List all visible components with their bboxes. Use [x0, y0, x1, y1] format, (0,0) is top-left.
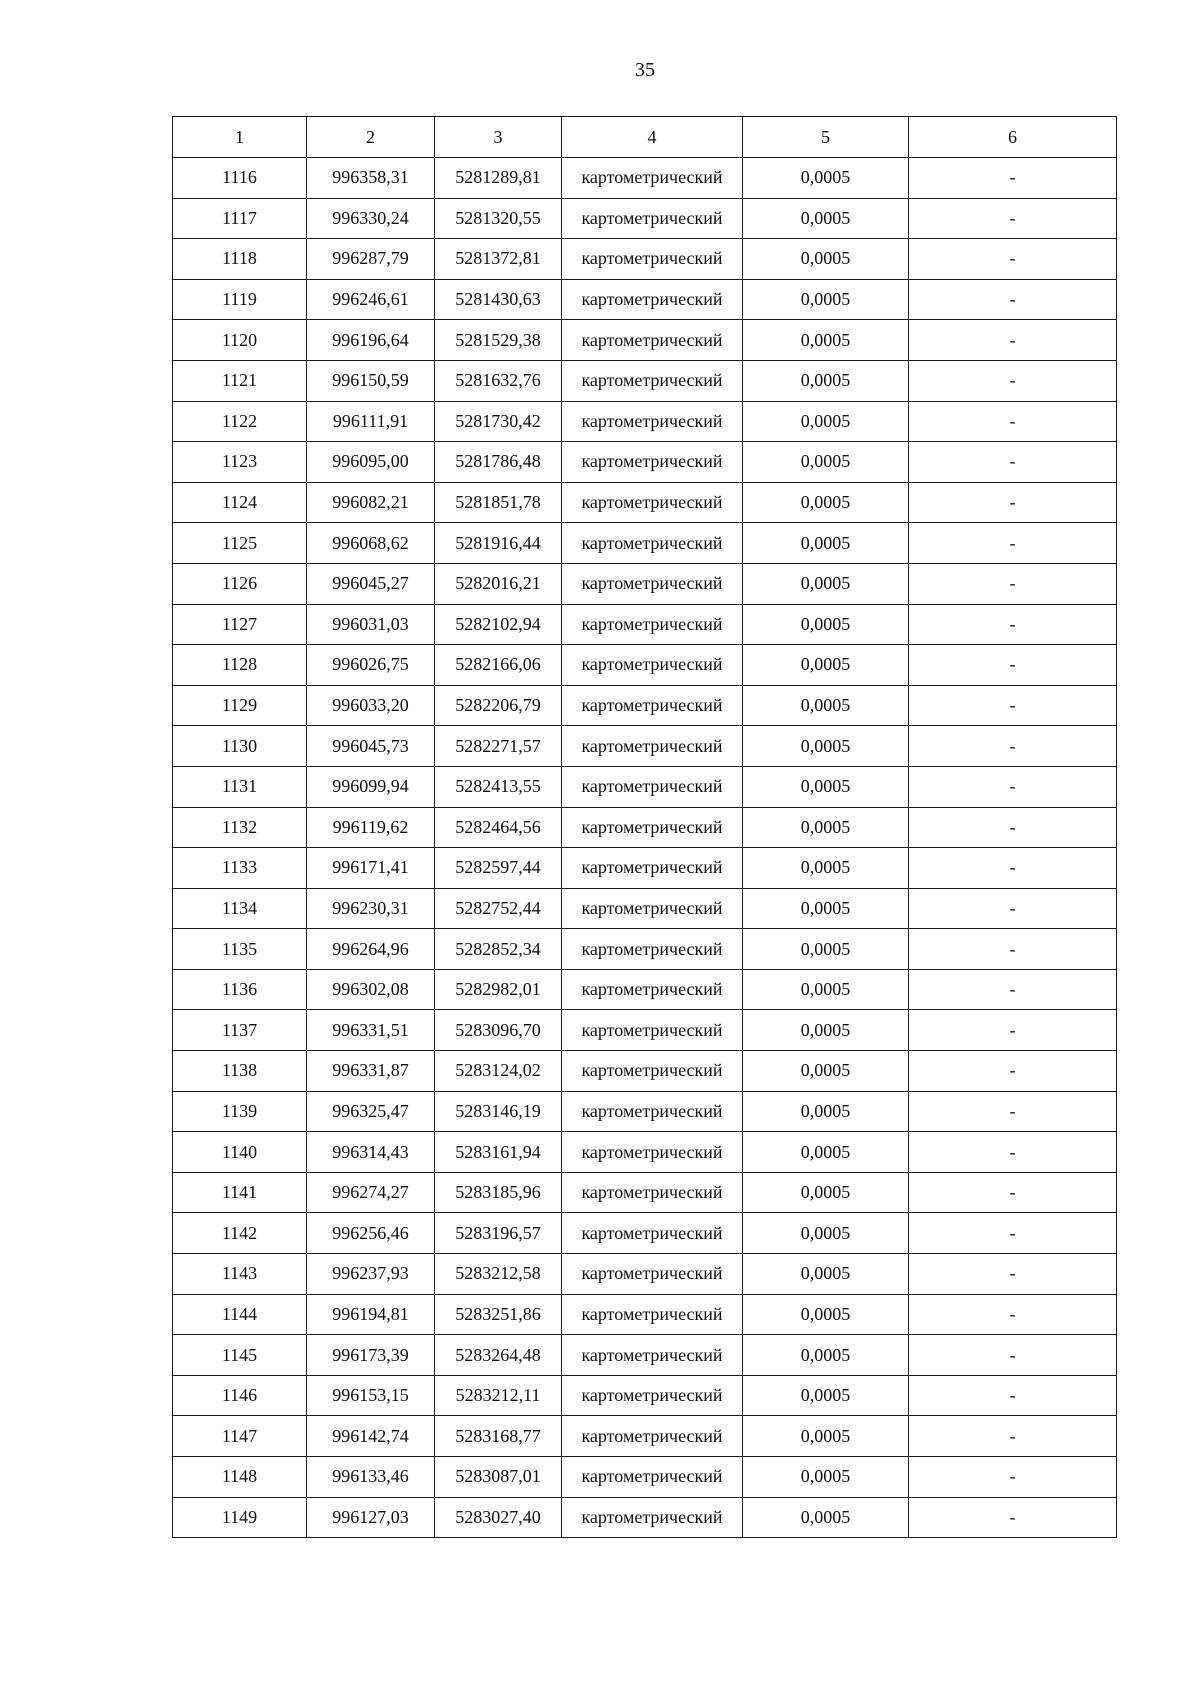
accuracy-cell: 0,0005: [743, 1335, 909, 1376]
y-coordinate-cell: 5283161,94: [435, 1132, 562, 1173]
x-coordinate-cell: 996045,73: [307, 726, 435, 767]
table-row: [173, 1254, 1117, 1295]
y-coordinate-cell: 5283196,57: [435, 1213, 562, 1254]
table-row: [173, 969, 1117, 1010]
x-coordinate-cell: 996045,27: [307, 563, 435, 604]
method-cell: картометрический: [562, 239, 743, 280]
table-body: [173, 158, 1117, 1538]
x-coordinate-cell: 996171,41: [307, 848, 435, 889]
table-row: [173, 645, 1117, 686]
y-coordinate-cell: 5281529,38: [435, 320, 562, 361]
table-row: [173, 726, 1117, 767]
table-row: [173, 401, 1117, 442]
table-row: [173, 1172, 1117, 1213]
note-cell: -: [909, 442, 1117, 483]
accuracy-cell: 0,0005: [743, 969, 909, 1010]
method-cell: картометрический: [562, 1172, 743, 1213]
table-row: [173, 1091, 1117, 1132]
table-row: [173, 158, 1117, 199]
table-row: [173, 239, 1117, 280]
y-coordinate-cell: 5281851,78: [435, 482, 562, 523]
y-coordinate-cell: 5283212,11: [435, 1375, 562, 1416]
x-coordinate-cell: 996196,64: [307, 320, 435, 361]
method-cell: картометрический: [562, 848, 743, 889]
point-number-cell: 1143: [173, 1254, 307, 1295]
note-cell: -: [909, 969, 1117, 1010]
accuracy-cell: 0,0005: [743, 1213, 909, 1254]
x-coordinate-cell: 996119,62: [307, 807, 435, 848]
y-coordinate-cell: 5282413,55: [435, 766, 562, 807]
table-row: [173, 482, 1117, 523]
note-cell: -: [909, 1497, 1117, 1538]
note-cell: -: [909, 1457, 1117, 1498]
table-row: [173, 360, 1117, 401]
accuracy-cell: 0,0005: [743, 482, 909, 523]
x-coordinate-cell: 996111,91: [307, 401, 435, 442]
y-coordinate-cell: 5283185,96: [435, 1172, 562, 1213]
accuracy-cell: 0,0005: [743, 1091, 909, 1132]
table-row: [173, 1375, 1117, 1416]
y-coordinate-cell: 5283168,77: [435, 1416, 562, 1457]
y-coordinate-cell: 5282852,34: [435, 929, 562, 970]
point-number-cell: 1137: [173, 1010, 307, 1051]
note-cell: -: [909, 401, 1117, 442]
note-cell: -: [909, 158, 1117, 199]
table-row: [173, 1213, 1117, 1254]
note-cell: -: [909, 766, 1117, 807]
accuracy-cell: 0,0005: [743, 1457, 909, 1498]
table-row: [173, 888, 1117, 929]
table-row: [173, 1132, 1117, 1173]
accuracy-cell: 0,0005: [743, 158, 909, 199]
accuracy-cell: 0,0005: [743, 807, 909, 848]
y-coordinate-cell: 5282206,79: [435, 685, 562, 726]
method-cell: картометрический: [562, 401, 743, 442]
x-coordinate-cell: 996302,08: [307, 969, 435, 1010]
y-coordinate-cell: 5283251,86: [435, 1294, 562, 1335]
accuracy-cell: 0,0005: [743, 360, 909, 401]
method-cell: картометрический: [562, 1416, 743, 1457]
note-cell: -: [909, 360, 1117, 401]
y-coordinate-cell: 5281632,76: [435, 360, 562, 401]
x-coordinate-cell: 996325,47: [307, 1091, 435, 1132]
coordinates-table: [172, 116, 1117, 1538]
accuracy-cell: 0,0005: [743, 320, 909, 361]
table-row: [173, 848, 1117, 889]
method-cell: картометрический: [562, 1132, 743, 1173]
point-number-cell: 1146: [173, 1375, 307, 1416]
method-cell: картометрический: [562, 726, 743, 767]
note-cell: -: [909, 482, 1117, 523]
method-cell: картометрический: [562, 442, 743, 483]
x-coordinate-cell: 996026,75: [307, 645, 435, 686]
x-coordinate-cell: 996095,00: [307, 442, 435, 483]
accuracy-cell: 0,0005: [743, 401, 909, 442]
note-cell: -: [909, 1051, 1117, 1092]
point-number-cell: 1141: [173, 1172, 307, 1213]
method-cell: картометрический: [562, 1335, 743, 1376]
point-number-cell: 1133: [173, 848, 307, 889]
note-cell: -: [909, 1375, 1117, 1416]
x-coordinate-cell: 996082,21: [307, 482, 435, 523]
x-coordinate-cell: 996068,62: [307, 523, 435, 564]
point-number-cell: 1147: [173, 1416, 307, 1457]
x-coordinate-cell: 996264,96: [307, 929, 435, 970]
accuracy-cell: 0,0005: [743, 1051, 909, 1092]
point-number-cell: 1124: [173, 482, 307, 523]
point-number-cell: 1131: [173, 766, 307, 807]
point-number-cell: 1122: [173, 401, 307, 442]
note-cell: -: [909, 198, 1117, 239]
accuracy-cell: 0,0005: [743, 848, 909, 889]
point-number-cell: 1144: [173, 1294, 307, 1335]
y-coordinate-cell: 5282752,44: [435, 888, 562, 929]
method-cell: картометрический: [562, 969, 743, 1010]
table-row: [173, 1294, 1117, 1335]
method-cell: картометрический: [562, 1051, 743, 1092]
note-cell: -: [909, 929, 1117, 970]
accuracy-cell: 0,0005: [743, 1172, 909, 1213]
method-cell: картометрический: [562, 158, 743, 199]
note-cell: -: [909, 1335, 1117, 1376]
point-number-cell: 1130: [173, 726, 307, 767]
point-number-cell: 1132: [173, 807, 307, 848]
y-coordinate-cell: 5283146,19: [435, 1091, 562, 1132]
y-coordinate-cell: 5281430,63: [435, 279, 562, 320]
table-row: [173, 1051, 1117, 1092]
method-cell: картометрический: [562, 604, 743, 645]
note-cell: -: [909, 1254, 1117, 1295]
y-coordinate-cell: 5281916,44: [435, 523, 562, 564]
table-row: [173, 198, 1117, 239]
point-number-cell: 1149: [173, 1497, 307, 1538]
x-coordinate-cell: 996033,20: [307, 685, 435, 726]
accuracy-cell: 0,0005: [743, 1132, 909, 1173]
x-coordinate-cell: 996330,24: [307, 198, 435, 239]
method-cell: картометрический: [562, 766, 743, 807]
point-number-cell: 1118: [173, 239, 307, 280]
point-number-cell: 1135: [173, 929, 307, 970]
x-coordinate-cell: 996153,15: [307, 1375, 435, 1416]
note-cell: -: [909, 279, 1117, 320]
method-cell: картометрический: [562, 563, 743, 604]
method-cell: картометрический: [562, 1213, 743, 1254]
accuracy-cell: 0,0005: [743, 685, 909, 726]
x-coordinate-cell: 996127,03: [307, 1497, 435, 1538]
accuracy-cell: 0,0005: [743, 766, 909, 807]
y-coordinate-cell: 5281730,42: [435, 401, 562, 442]
point-number-cell: 1148: [173, 1457, 307, 1498]
table-row: [173, 1497, 1117, 1538]
note-cell: -: [909, 1416, 1117, 1457]
x-coordinate-cell: 996099,94: [307, 766, 435, 807]
point-number-cell: 1134: [173, 888, 307, 929]
method-cell: картометрический: [562, 523, 743, 564]
method-cell: картометрический: [562, 929, 743, 970]
note-cell: -: [909, 1091, 1117, 1132]
method-cell: картометрический: [562, 198, 743, 239]
note-cell: -: [909, 1294, 1117, 1335]
note-cell: -: [909, 888, 1117, 929]
note-cell: -: [909, 685, 1117, 726]
y-coordinate-cell: 5281786,48: [435, 442, 562, 483]
point-number-cell: 1125: [173, 523, 307, 564]
point-number-cell: 1121: [173, 360, 307, 401]
x-coordinate-cell: 996133,46: [307, 1457, 435, 1498]
accuracy-cell: 0,0005: [743, 645, 909, 686]
accuracy-cell: 0,0005: [743, 198, 909, 239]
table-row: [173, 766, 1117, 807]
y-coordinate-cell: 5282982,01: [435, 969, 562, 1010]
x-coordinate-cell: 996331,87: [307, 1051, 435, 1092]
method-cell: картометрический: [562, 1375, 743, 1416]
table-row: [173, 604, 1117, 645]
accuracy-cell: 0,0005: [743, 726, 909, 767]
note-cell: -: [909, 563, 1117, 604]
method-cell: картометрический: [562, 888, 743, 929]
accuracy-cell: 0,0005: [743, 604, 909, 645]
y-coordinate-cell: 5282464,56: [435, 807, 562, 848]
point-number-cell: 1117: [173, 198, 307, 239]
x-coordinate-cell: 996173,39: [307, 1335, 435, 1376]
y-coordinate-cell: 5283027,40: [435, 1497, 562, 1538]
x-coordinate-cell: 996230,31: [307, 888, 435, 929]
y-coordinate-cell: 5281289,81: [435, 158, 562, 199]
header-row: [173, 117, 1117, 158]
column-header: 4: [562, 117, 743, 158]
note-cell: -: [909, 1172, 1117, 1213]
x-coordinate-cell: 996237,93: [307, 1254, 435, 1295]
x-coordinate-cell: 996246,61: [307, 279, 435, 320]
column-header: 2: [307, 117, 435, 158]
table-row: [173, 1457, 1117, 1498]
point-number-cell: 1126: [173, 563, 307, 604]
table-row: [173, 1335, 1117, 1376]
y-coordinate-cell: 5282597,44: [435, 848, 562, 889]
y-coordinate-cell: 5283096,70: [435, 1010, 562, 1051]
table-header: [173, 117, 1117, 158]
x-coordinate-cell: 996031,03: [307, 604, 435, 645]
page-number: 35: [635, 59, 655, 81]
point-number-cell: 1119: [173, 279, 307, 320]
y-coordinate-cell: 5283212,58: [435, 1254, 562, 1295]
point-number-cell: 1128: [173, 645, 307, 686]
point-number-cell: 1139: [173, 1091, 307, 1132]
method-cell: картометрический: [562, 1294, 743, 1335]
column-header: 6: [909, 117, 1117, 158]
note-cell: -: [909, 523, 1117, 564]
accuracy-cell: 0,0005: [743, 1254, 909, 1295]
x-coordinate-cell: 996194,81: [307, 1294, 435, 1335]
method-cell: картометрический: [562, 1091, 743, 1132]
note-cell: -: [909, 1132, 1117, 1173]
column-header: 3: [435, 117, 562, 158]
y-coordinate-cell: 5281372,81: [435, 239, 562, 280]
column-header: 1: [173, 117, 307, 158]
note-cell: -: [909, 726, 1117, 767]
table-row: [173, 320, 1117, 361]
note-cell: -: [909, 1213, 1117, 1254]
note-cell: -: [909, 604, 1117, 645]
y-coordinate-cell: 5282271,57: [435, 726, 562, 767]
point-number-cell: 1136: [173, 969, 307, 1010]
y-coordinate-cell: 5283124,02: [435, 1051, 562, 1092]
point-number-cell: 1127: [173, 604, 307, 645]
table-row: [173, 807, 1117, 848]
x-coordinate-cell: 996274,27: [307, 1172, 435, 1213]
x-coordinate-cell: 996314,43: [307, 1132, 435, 1173]
accuracy-cell: 0,0005: [743, 1010, 909, 1051]
method-cell: картометрический: [562, 807, 743, 848]
method-cell: картометрический: [562, 320, 743, 361]
method-cell: картометрический: [562, 279, 743, 320]
method-cell: картометрический: [562, 1010, 743, 1051]
y-coordinate-cell: 5282102,94: [435, 604, 562, 645]
x-coordinate-cell: 996358,31: [307, 158, 435, 199]
method-cell: картометрический: [562, 360, 743, 401]
method-cell: картометрический: [562, 482, 743, 523]
note-cell: -: [909, 807, 1117, 848]
accuracy-cell: 0,0005: [743, 239, 909, 280]
point-number-cell: 1145: [173, 1335, 307, 1376]
note-cell: -: [909, 848, 1117, 889]
method-cell: картометрический: [562, 1457, 743, 1498]
method-cell: картометрический: [562, 1497, 743, 1538]
x-coordinate-cell: 996331,51: [307, 1010, 435, 1051]
y-coordinate-cell: 5281320,55: [435, 198, 562, 239]
accuracy-cell: 0,0005: [743, 563, 909, 604]
accuracy-cell: 0,0005: [743, 1497, 909, 1538]
method-cell: картометрический: [562, 685, 743, 726]
y-coordinate-cell: 5283087,01: [435, 1457, 562, 1498]
table-row: [173, 929, 1117, 970]
x-coordinate-cell: 996142,74: [307, 1416, 435, 1457]
table-row: [173, 523, 1117, 564]
x-coordinate-cell: 996256,46: [307, 1213, 435, 1254]
note-cell: -: [909, 1010, 1117, 1051]
note-cell: -: [909, 320, 1117, 361]
point-number-cell: 1120: [173, 320, 307, 361]
table-row: [173, 1416, 1117, 1457]
accuracy-cell: 0,0005: [743, 279, 909, 320]
x-coordinate-cell: 996287,79: [307, 239, 435, 280]
method-cell: картометрический: [562, 1254, 743, 1295]
point-number-cell: 1123: [173, 442, 307, 483]
accuracy-cell: 0,0005: [743, 1294, 909, 1335]
point-number-cell: 1129: [173, 685, 307, 726]
accuracy-cell: 0,0005: [743, 442, 909, 483]
method-cell: картометрический: [562, 645, 743, 686]
accuracy-cell: 0,0005: [743, 929, 909, 970]
accuracy-cell: 0,0005: [743, 1416, 909, 1457]
table-row: [173, 442, 1117, 483]
x-coordinate-cell: 996150,59: [307, 360, 435, 401]
accuracy-cell: 0,0005: [743, 1375, 909, 1416]
point-number-cell: 1142: [173, 1213, 307, 1254]
note-cell: -: [909, 239, 1117, 280]
table-row: [173, 279, 1117, 320]
column-header: 5: [743, 117, 909, 158]
y-coordinate-cell: 5282016,21: [435, 563, 562, 604]
accuracy-cell: 0,0005: [743, 523, 909, 564]
y-coordinate-cell: 5283264,48: [435, 1335, 562, 1376]
y-coordinate-cell: 5282166,06: [435, 645, 562, 686]
table-row: [173, 1010, 1117, 1051]
point-number-cell: 1140: [173, 1132, 307, 1173]
table-row: [173, 685, 1117, 726]
table-row: [173, 563, 1117, 604]
accuracy-cell: 0,0005: [743, 888, 909, 929]
note-cell: -: [909, 645, 1117, 686]
point-number-cell: 1138: [173, 1051, 307, 1092]
point-number-cell: 1116: [173, 158, 307, 199]
